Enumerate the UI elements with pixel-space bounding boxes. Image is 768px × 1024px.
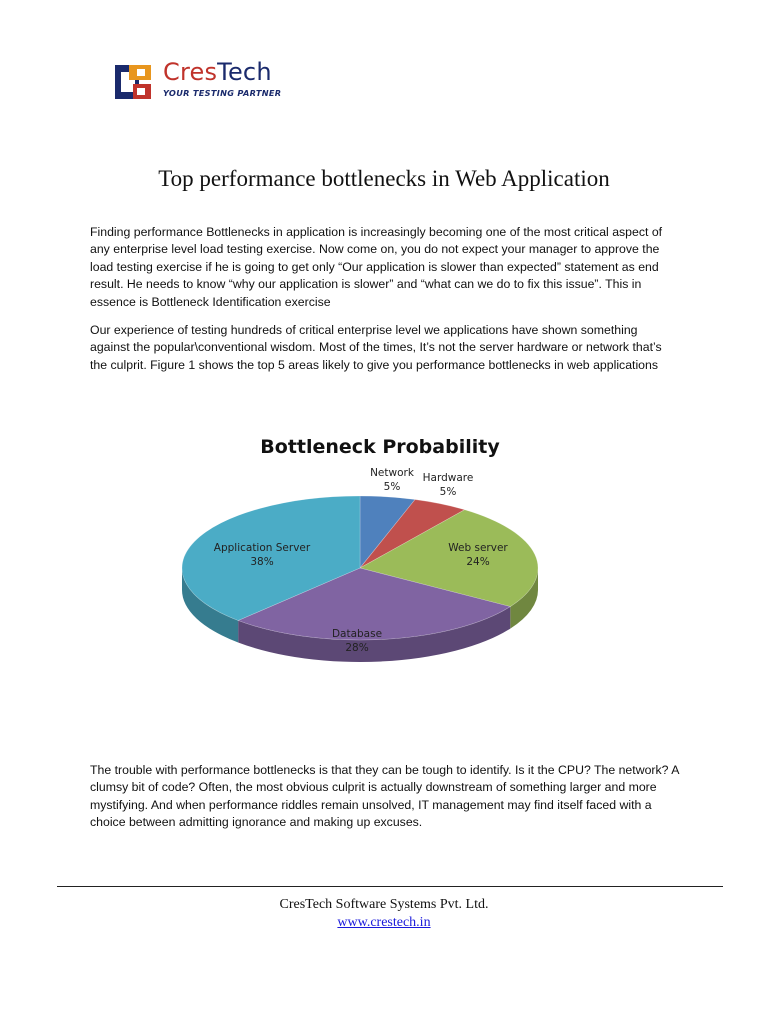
logo-wordmark <box>163 58 272 86</box>
bottleneck-pie-chart <box>150 428 610 718</box>
footer-divider <box>57 886 723 887</box>
logo-name-cres: Cres <box>163 58 218 86</box>
slice-value-database: 28% <box>345 642 369 654</box>
crestech-logo <box>113 60 313 104</box>
footer-company: CresTech Software Systems Pvt. Ltd. <box>279 897 489 912</box>
slice-value-network: 5% <box>383 481 401 493</box>
slice-value-web-server: 24% <box>466 556 490 568</box>
slice-value-hardware: 5% <box>439 486 457 498</box>
logo-tagline: YOUR TESTING PARTNER <box>163 88 282 98</box>
paragraph-experience: Our experience of testing hundreds of critical enterprise level we applications have shown something against the popular\conventional wisdom. Most of the times, It’s not the server hardware or network that’s the culprit. Figure 1 shows the top 5 areas likely to give you performance bottlenecks in web applications <box>90 323 662 372</box>
slice-label-application-server: Application Server <box>213 542 311 554</box>
crestech-logo-mark <box>113 63 153 101</box>
chart-title: Bottleneck Probability <box>260 436 500 458</box>
paragraph-trouble: The trouble with performance bottlenecks is that they can be tough to identify. Is it the CPU? The network? A clumsy bit of code? Often, the most obvious culprit is actually downstream of something larger and more mystifying. And when performance riddles remain unsolved, IT management may find itself faced with a choice between admitting ignorance and making up excuses. <box>90 763 679 830</box>
slice-label-network: Network <box>370 467 414 479</box>
pie-svg <box>150 428 610 718</box>
website-link[interactable]: www.crestech.in <box>337 915 431 930</box>
logo-name-tech: Tech <box>217 58 272 86</box>
slice-label-database: Database <box>331 628 383 640</box>
footer-website <box>0 915 768 931</box>
slice-label-web-server: Web server <box>448 542 508 554</box>
document-title: Top performance bottlenecks in Web Application <box>158 166 610 191</box>
slice-value-application-server: 38% <box>250 556 274 568</box>
slice-label-hardware: Hardware <box>422 472 474 484</box>
paragraph-intro: Finding performance Bottlenecks in application is increasingly becoming one of the most critical aspect of any enterprise level load testing exercise. Now come on, you do not expect your manager to approve the load testing exercise if he is going to get only “Our application is slower than expected” statement as end result. He needs to know “why our application is slower” and “what can we do to fix this issue”. This in essence is Bottleneck Identification exercise <box>90 225 663 309</box>
